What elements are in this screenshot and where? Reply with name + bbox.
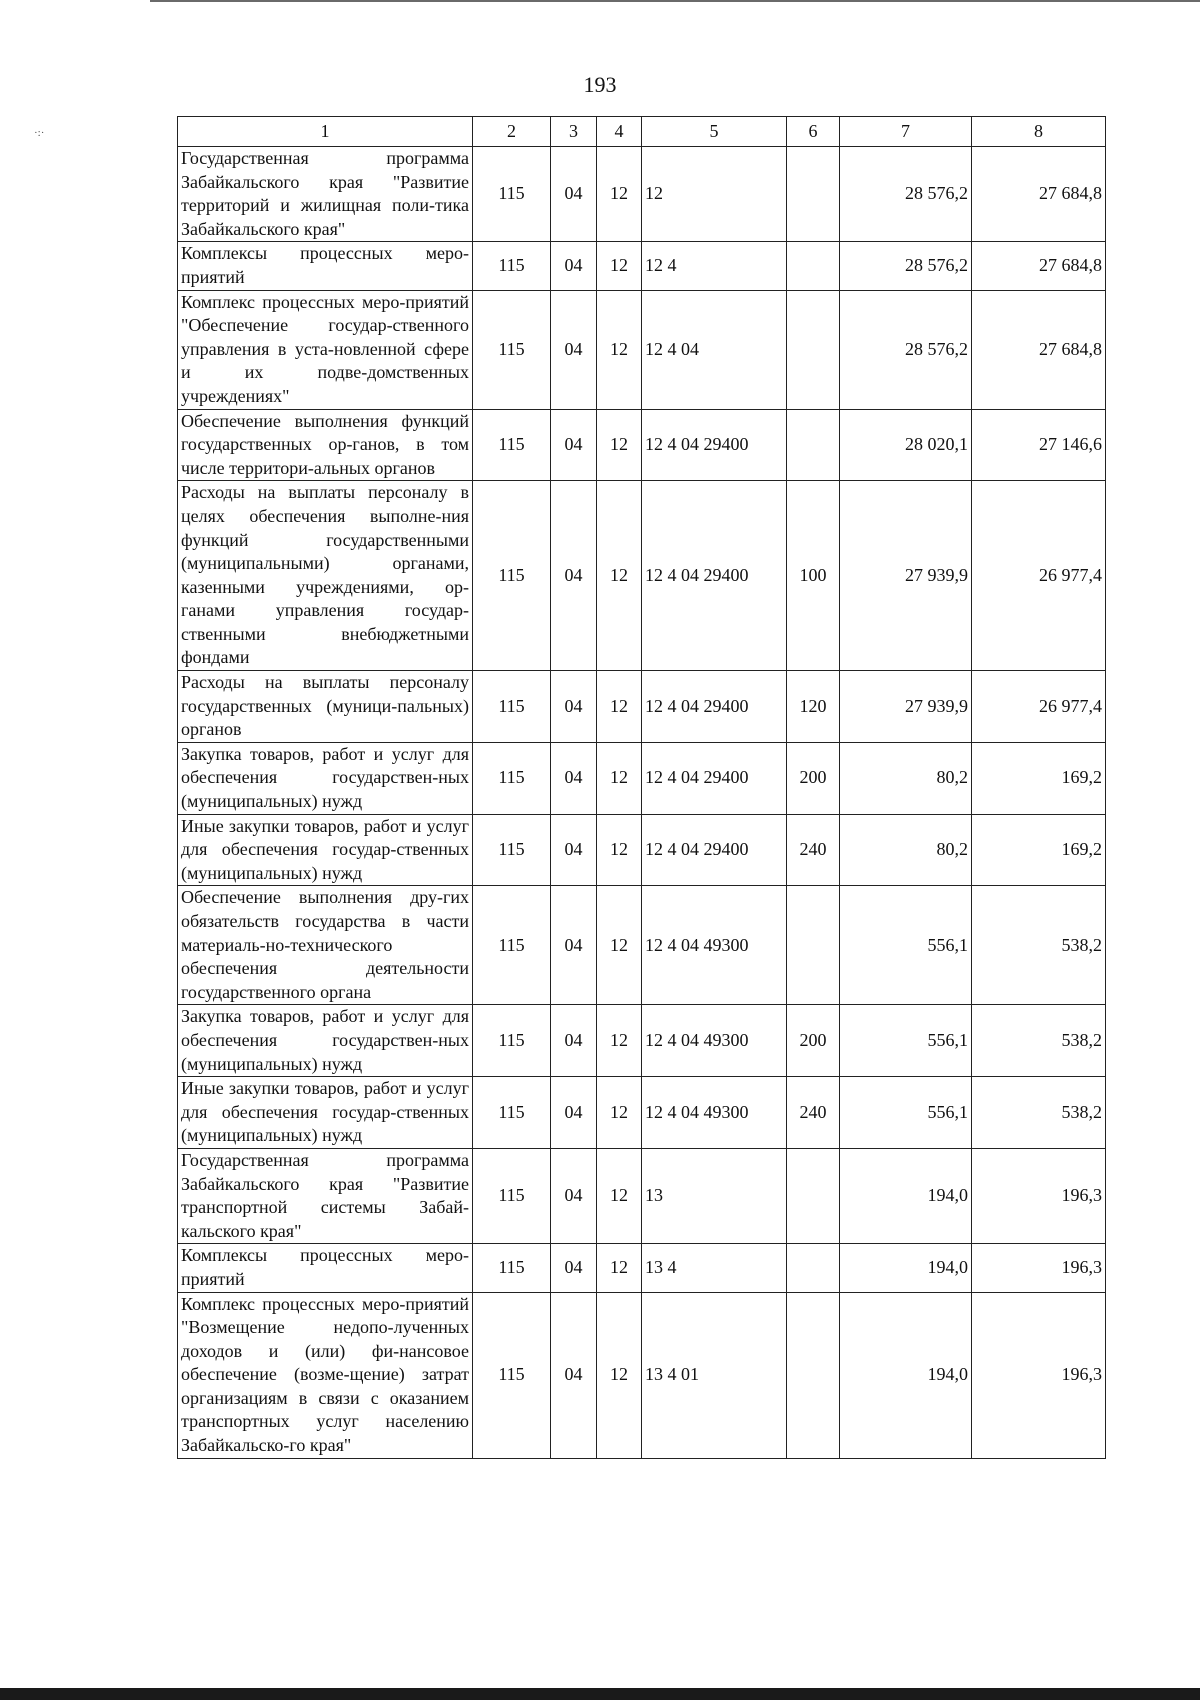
cell-col7: 80,2 [840,742,972,814]
table-row [178,1292,1106,1458]
cell-col6 [787,1148,840,1243]
cell-col2: 115 [473,290,551,409]
cell-col3: 04 [551,1005,597,1077]
cell-col6: 240 [787,1077,840,1149]
cell-col7: 556,1 [840,1077,972,1149]
cell-col7: 194,0 [840,1148,972,1243]
row-name: Иные закупки товаров, работ и услуг для обеспечения государ-ственных (муниципальных) нужд [178,1077,473,1149]
cell-col8: 27 146,6 [972,409,1106,481]
cell-col5: 12 4 04 29400 [642,409,787,481]
cell-col8: 538,2 [972,1077,1106,1149]
cell-col7: 28 576,2 [840,242,972,290]
cell-col7: 194,0 [840,1244,972,1292]
cell-col8: 26 977,4 [972,671,1106,743]
table-row [178,742,1106,814]
cell-col8: 27 684,8 [972,290,1106,409]
cell-col3: 04 [551,242,597,290]
cell-col5: 12 4 04 49300 [642,1077,787,1149]
cell-col3: 04 [551,671,597,743]
scan-speck: ·:· [34,127,45,139]
cell-col6: 120 [787,671,840,743]
cell-col2: 115 [473,814,551,886]
cell-col8: 538,2 [972,1005,1106,1077]
row-name: Комплексы процессных меро-приятий [178,1244,473,1292]
budget-table [177,116,1106,1459]
cell-col4: 12 [597,147,642,242]
table-row [178,671,1106,743]
cell-col8: 196,3 [972,1244,1106,1292]
cell-col2: 115 [473,1148,551,1243]
scan-edge-bottom [0,1688,1200,1700]
cell-col4: 12 [597,409,642,481]
cell-col5: 12 4 04 [642,290,787,409]
cell-col7: 27 939,9 [840,671,972,743]
row-name: Государственная программа Забайкальского края "Развитие транспортной системы Забай-кальского края" [178,1148,473,1243]
column-header-4: 4 [597,117,642,147]
cell-col5: 12 [642,147,787,242]
cell-col8: 27 684,8 [972,147,1106,242]
table-row [178,242,1106,290]
cell-col3: 04 [551,886,597,1005]
row-name: Расходы на выплаты персоналу в целях обеспечения выполне-ния функций государственными (муниципальными) органами, казенными учреждениями, ор-ганами управления государ-ственными внебюджетными фондами [178,481,473,671]
cell-col2: 115 [473,242,551,290]
cell-col7: 194,0 [840,1292,972,1458]
cell-col5: 13 4 [642,1244,787,1292]
cell-col8: 196,3 [972,1292,1106,1458]
row-name: Обеспечение выполнения дру-гих обязательств государства в части материаль-но-технического обеспечения деятельности государственного органа [178,886,473,1005]
row-name: Расходы на выплаты персоналу государственных (муници-пальных) органов [178,671,473,743]
cell-col4: 12 [597,1148,642,1243]
row-name: Закупка товаров, работ и услуг для обеспечения государствен-ных (муниципальных) нужд [178,1005,473,1077]
cell-col2: 115 [473,1005,551,1077]
table-row [178,1077,1106,1149]
cell-col6: 200 [787,1005,840,1077]
cell-col6 [787,886,840,1005]
cell-col4: 12 [597,814,642,886]
cell-col2: 115 [473,886,551,1005]
cell-col6 [787,1292,840,1458]
row-name: Комплекс процессных меро-приятий "Обеспечение государ-ственного управления в уста-новленной сфере и их подве-домственных учреждениях" [178,290,473,409]
cell-col2: 115 [473,742,551,814]
cell-col5: 12 4 [642,242,787,290]
cell-col3: 04 [551,1077,597,1149]
column-header-1: 1 [178,117,473,147]
cell-col4: 12 [597,290,642,409]
cell-col4: 12 [597,1077,642,1149]
cell-col2: 115 [473,147,551,242]
cell-col4: 12 [597,481,642,671]
cell-col5: 12 4 04 29400 [642,481,787,671]
cell-col7: 28 020,1 [840,409,972,481]
cell-col8: 196,3 [972,1148,1106,1243]
table-row [178,481,1106,671]
table-row [178,1005,1106,1077]
cell-col6 [787,147,840,242]
column-header-8: 8 [972,117,1106,147]
cell-col8: 169,2 [972,742,1106,814]
cell-col3: 04 [551,1148,597,1243]
cell-col3: 04 [551,147,597,242]
cell-col5: 12 4 04 29400 [642,742,787,814]
cell-col3: 04 [551,1244,597,1292]
cell-col6: 100 [787,481,840,671]
table-row [178,886,1106,1005]
cell-col3: 04 [551,1292,597,1458]
table-row [178,147,1106,242]
cell-col6: 240 [787,814,840,886]
column-header-6: 6 [787,117,840,147]
header-row [178,117,1106,147]
table-row [178,1148,1106,1243]
cell-col4: 12 [597,242,642,290]
cell-col3: 04 [551,481,597,671]
cell-col6: 200 [787,742,840,814]
table-row [178,409,1106,481]
cell-col4: 12 [597,1244,642,1292]
cell-col5: 13 4 01 [642,1292,787,1458]
cell-col4: 12 [597,1292,642,1458]
row-name: Государственная программа Забайкальского края "Развитие территорий и жилищная поли-тика Забайкальского края" [178,147,473,242]
cell-col7: 556,1 [840,886,972,1005]
cell-col5: 12 4 04 49300 [642,1005,787,1077]
cell-col3: 04 [551,814,597,886]
cell-col6 [787,242,840,290]
cell-col2: 115 [473,671,551,743]
cell-col6 [787,1244,840,1292]
cell-col8: 26 977,4 [972,481,1106,671]
cell-col7: 80,2 [840,814,972,886]
cell-col4: 12 [597,742,642,814]
cell-col3: 04 [551,290,597,409]
page-number: 193 [583,72,617,97]
cell-col3: 04 [551,742,597,814]
cell-col5: 12 4 04 29400 [642,814,787,886]
cell-col5: 13 [642,1148,787,1243]
scan-edge-top [150,0,1200,2]
cell-col5: 12 4 04 29400 [642,671,787,743]
column-header-3: 3 [551,117,597,147]
row-name: Комплексы процессных меро-приятий [178,242,473,290]
row-name: Комплекс процессных меро-приятий "Возмещение недопо-лученных доходов и (или) фи-нансовое обеспечение (возме-щение) затрат организациям в связи с оказанием транспортных услуг населению Забайкальско-го края" [178,1292,473,1458]
cell-col8: 538,2 [972,886,1106,1005]
cell-col4: 12 [597,886,642,1005]
cell-col6 [787,290,840,409]
cell-col2: 115 [473,1244,551,1292]
row-name: Иные закупки товаров, работ и услуг для обеспечения государ-ственных (муниципальных) нужд [178,814,473,886]
column-header-7: 7 [840,117,972,147]
cell-col2: 115 [473,1292,551,1458]
cell-col6 [787,409,840,481]
cell-col3: 04 [551,409,597,481]
table-row [178,1244,1106,1292]
cell-col4: 12 [597,1005,642,1077]
cell-col8: 169,2 [972,814,1106,886]
cell-col2: 115 [473,481,551,671]
row-name: Закупка товаров, работ и услуг для обеспечения государствен-ных (муниципальных) нужд [178,742,473,814]
cell-col8: 27 684,8 [972,242,1106,290]
cell-col7: 28 576,2 [840,147,972,242]
cell-col7: 556,1 [840,1005,972,1077]
table-row [178,290,1106,409]
column-header-2: 2 [473,117,551,147]
row-name: Обеспечение выполнения функций государственных ор-ганов, в том числе территори-альных органов [178,409,473,481]
cell-col4: 12 [597,671,642,743]
cell-col2: 115 [473,409,551,481]
cell-col7: 27 939,9 [840,481,972,671]
cell-col5: 12 4 04 49300 [642,886,787,1005]
column-header-5: 5 [642,117,787,147]
cell-col7: 28 576,2 [840,290,972,409]
table-row [178,814,1106,886]
cell-col2: 115 [473,1077,551,1149]
